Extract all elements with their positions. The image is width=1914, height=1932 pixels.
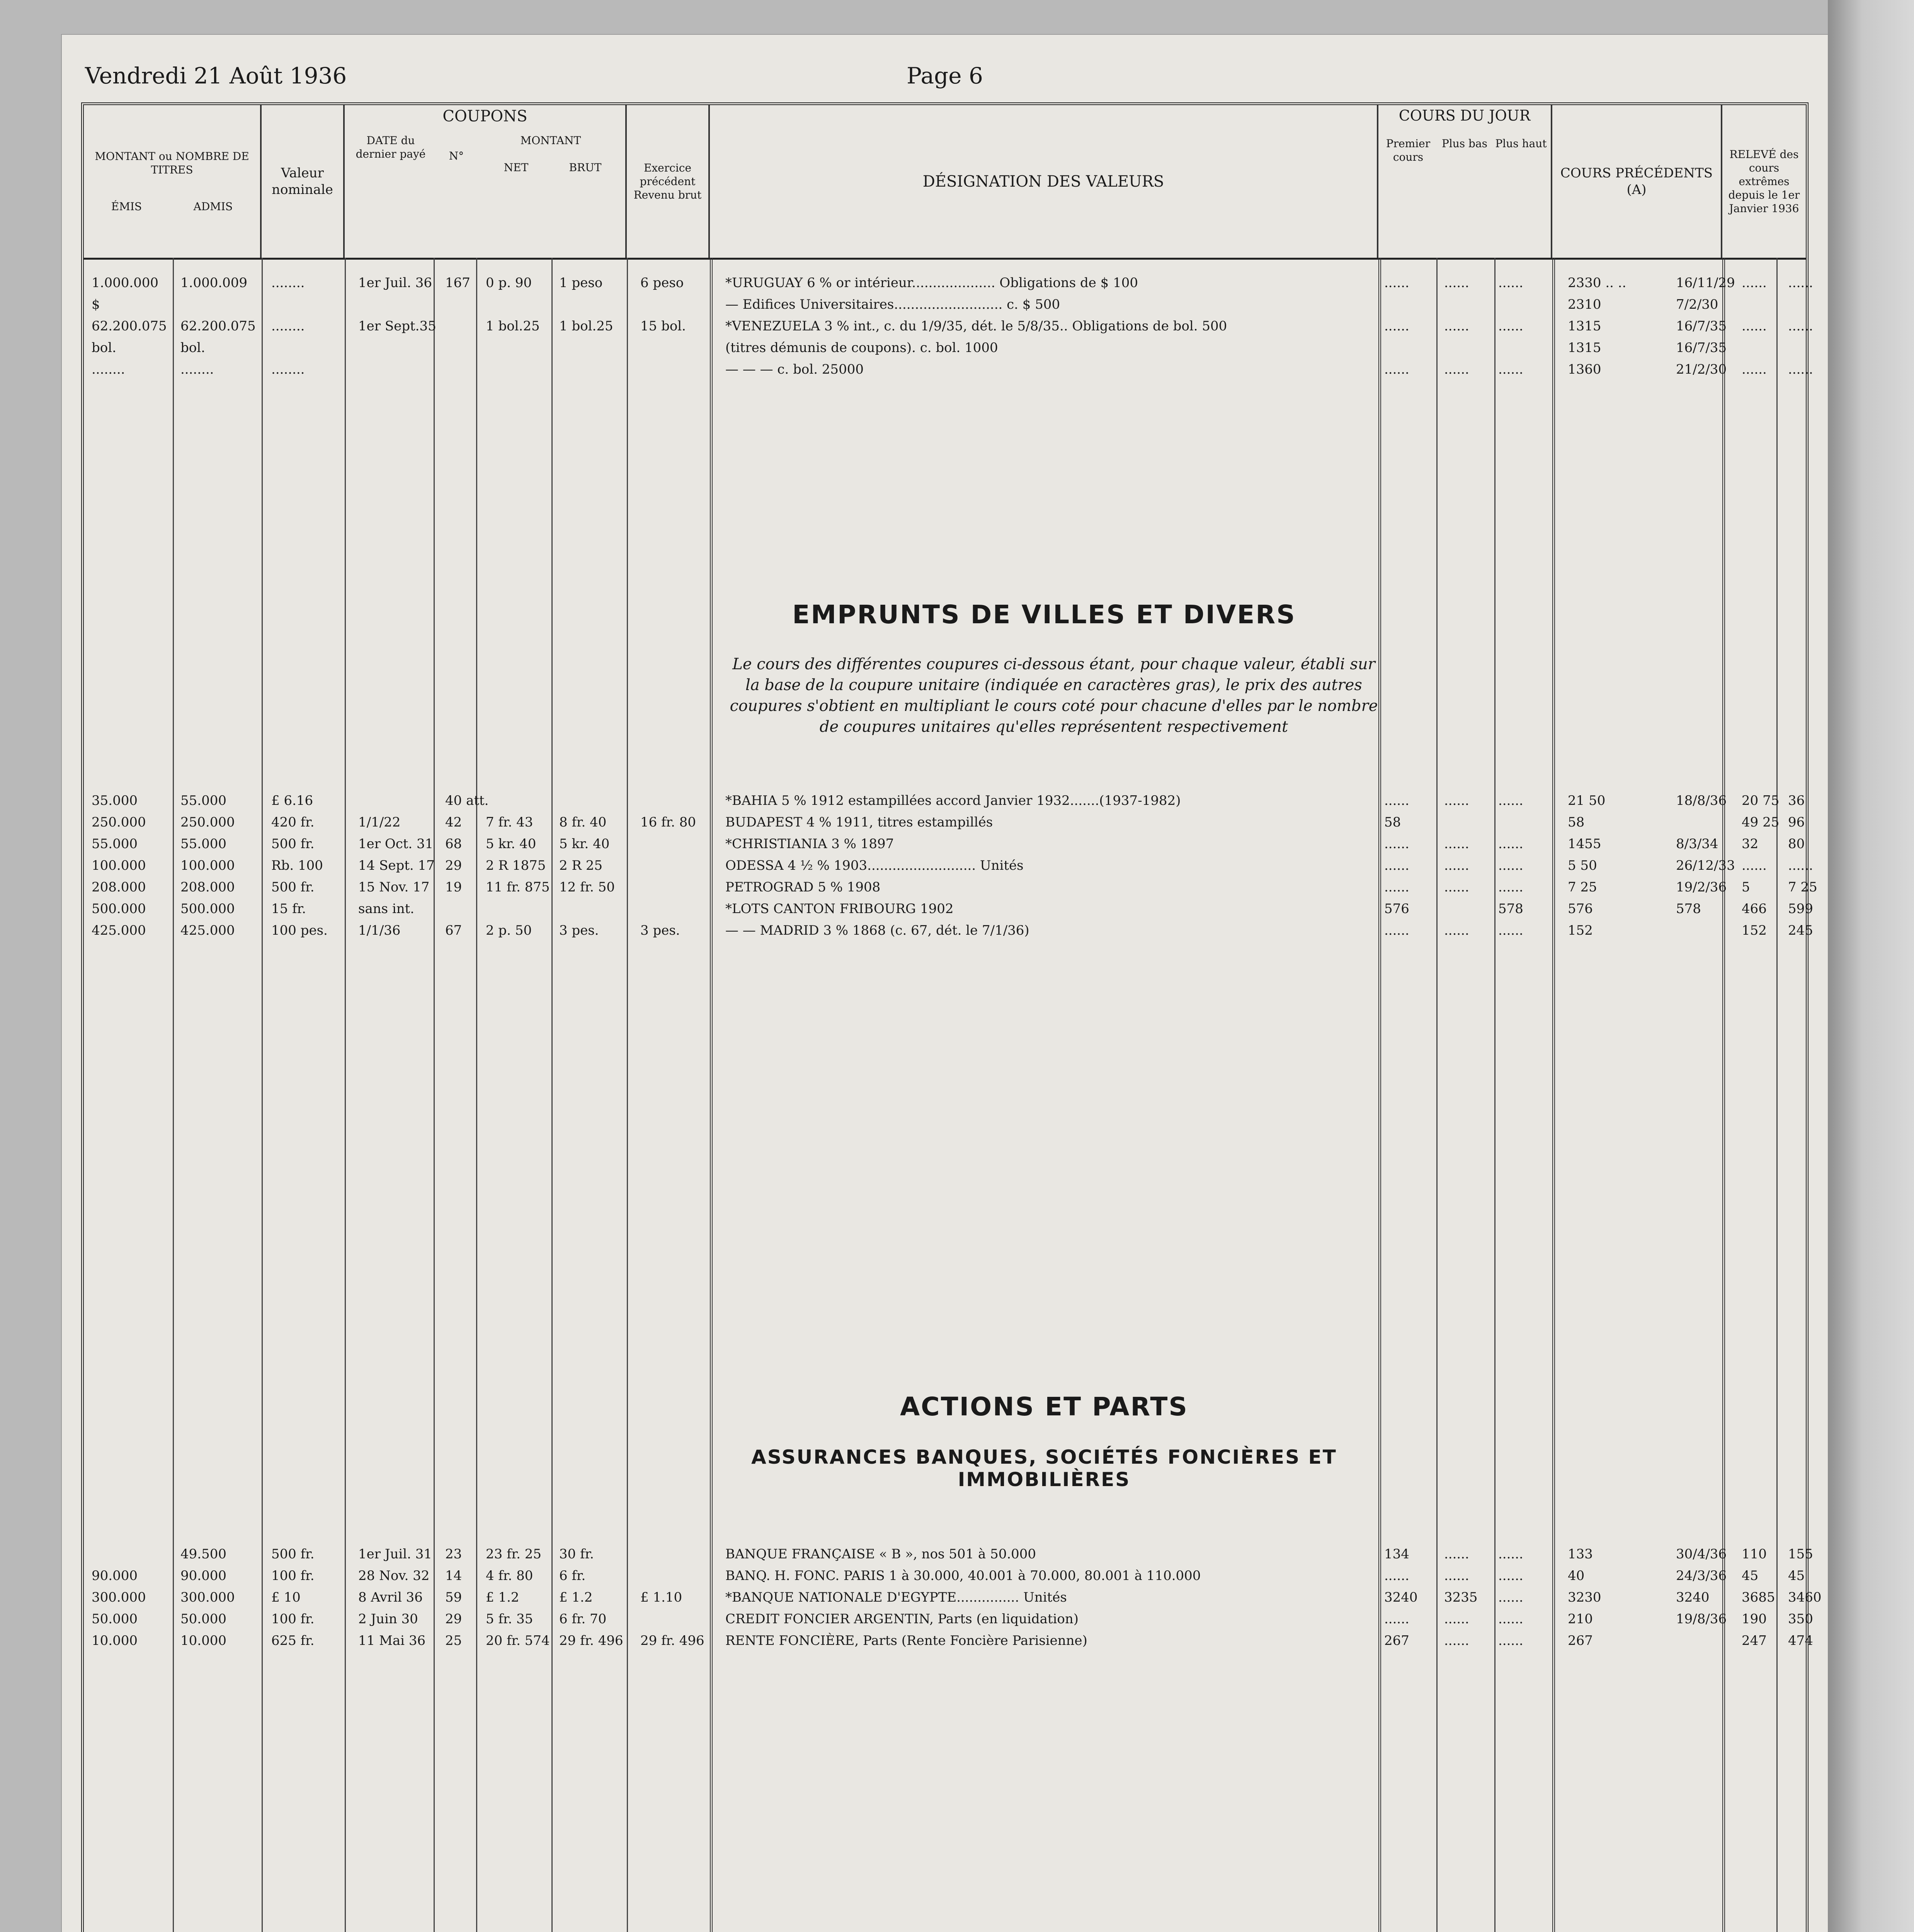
header-date: DATE du dernier payé <box>356 134 426 160</box>
cell-prec2: 24/3/36 <box>1676 1568 1727 1583</box>
cell-prec1: 40 <box>1568 1568 1585 1583</box>
cell-emis: 50.000 <box>92 1611 138 1627</box>
cell-nom: ........ <box>271 318 305 334</box>
cell-no: 40 att. <box>445 793 489 808</box>
cell-bas: ...... <box>1444 879 1469 895</box>
cell-admis: 62.200.075 <box>180 318 256 334</box>
cell-brut: 6 fr. <box>559 1568 586 1583</box>
cell-no: 29 <box>445 1611 462 1627</box>
cell-desig: — — MADRID 3 % 1868 (c. 67, dét. le 7/1/36) <box>725 923 1029 938</box>
cell-brut: 8 fr. 40 <box>559 815 607 830</box>
cell-admis: 300.000 <box>180 1590 235 1605</box>
cell-emis: 300.000 <box>92 1590 146 1605</box>
table-row <box>84 815 1806 834</box>
cell-rel1: 32 <box>1742 836 1759 852</box>
cell-prem: ...... <box>1384 879 1409 895</box>
cell-date: 2 Juin 30 <box>358 1611 418 1627</box>
cell-brut: 1 bol.25 <box>559 318 613 334</box>
cell-nom: Rb. 100 <box>271 858 323 873</box>
cell-emis: 10.000 <box>92 1633 138 1648</box>
header-montant-label: MONTANT ou NOMBRE DE TITRES <box>95 150 249 176</box>
cell-desig: BUDAPEST 4 % 1911, titres estampillés <box>725 815 993 830</box>
cell-prec1: 1360 <box>1568 362 1601 377</box>
cell-prec1: 7 25 <box>1568 879 1597 895</box>
cell-nom: £ 10 <box>271 1590 301 1605</box>
cell-bas: 3235 <box>1444 1590 1478 1605</box>
cell-prec2: 8/3/34 <box>1676 836 1718 852</box>
cell-nom: ........ <box>271 362 305 377</box>
cell-prem: ...... <box>1384 858 1409 873</box>
page-number: Page 6 <box>907 63 983 89</box>
header-exercice: Exercice précédent Revenu brut <box>627 105 710 258</box>
cell-desig: *VENEZUELA 3 % int., c. du 1/9/35, dét. le 5/8/35.. Obligations de bol. 500 <box>725 318 1227 334</box>
cell-prem: 3240 <box>1384 1590 1418 1605</box>
cell-date: 1er Sept.35 <box>358 318 436 334</box>
cell-bas: ...... <box>1444 318 1469 334</box>
cell-rel2: 45 <box>1788 1568 1805 1583</box>
cell-prem: ...... <box>1384 793 1409 808</box>
cell-nom: 420 fr. <box>271 815 315 830</box>
cell-nom: 625 fr. <box>271 1633 315 1648</box>
cell-haut: ...... <box>1498 793 1523 808</box>
section-emprunts-note: Le cours des différentes coupures ci-dessous étant, pour chaque valeur, établi sur la base de la coupure unitaire (indiquée en caractères gras), le prix des autres coupures s'obtient en multipliant le cours coté pour chacune d'elles par le nombre de coupures unitaires qu'elles représentent respectivement <box>730 655 1378 736</box>
cell-net: 4 fr. 80 <box>486 1568 533 1583</box>
cell-desig: PETROGRAD 5 % 1908 <box>725 879 881 895</box>
cell-brut: 2 R 25 <box>559 858 603 873</box>
cell-prec1: 1455 <box>1568 836 1601 852</box>
cell-prem: 576 <box>1384 901 1409 917</box>
cell-admis: 425.000 <box>180 923 235 938</box>
cell-date: 1er Juil. 31 <box>358 1546 432 1562</box>
cell-desig: CREDIT FONCIER ARGENTIN, Parts (en liquidation) <box>725 1611 1079 1627</box>
cell-rel2: 350 <box>1788 1611 1813 1627</box>
cell-desig: *CHRISTIANIA 3 % 1897 <box>725 836 894 852</box>
cell-emis: 208.000 <box>92 879 146 895</box>
cell-brut: 30 fr. <box>559 1546 594 1562</box>
table-row <box>84 793 1806 812</box>
cell-exer: 3 pes. <box>640 923 680 938</box>
cell-nom: 500 fr. <box>271 836 315 852</box>
cell-bas: ...... <box>1444 923 1469 938</box>
cell-no: 23 <box>445 1546 462 1562</box>
cell-brut: 6 fr. 70 <box>559 1611 607 1627</box>
cell-rel1: 247 <box>1742 1633 1767 1648</box>
header-valeur-nominale: Valeur nominale <box>262 105 345 258</box>
cell-prec2: 18/8/36 <box>1676 793 1727 808</box>
table-row <box>84 1633 1813 1652</box>
cell-emis: 250.000 <box>92 815 146 830</box>
cell-desig: *BANQUE NATIONALE D'EGYPTE............... Unités <box>725 1590 1067 1605</box>
header-cours-jour-label: COURS DU JOUR <box>1398 107 1531 124</box>
cell-exer: 6 peso <box>640 275 684 291</box>
cell-date: 11 Mai 36 <box>358 1633 426 1648</box>
cell-prec1: 152 <box>1568 923 1593 938</box>
cell-rel2: ...... <box>1788 362 1813 377</box>
cell-prec1: 210 <box>1568 1611 1593 1627</box>
cell-haut: ...... <box>1498 1611 1523 1627</box>
cell-haut: ...... <box>1498 858 1523 873</box>
cell-no: 59 <box>445 1590 462 1605</box>
section-actions: ACTIONS ET PARTS <box>900 1392 1188 1422</box>
cell-date: 1er Oct. 31 <box>358 836 434 852</box>
cell-prec2: 16/7/35 <box>1676 318 1727 334</box>
table-header <box>84 105 1806 260</box>
page-edge <box>1828 0 1914 1932</box>
cell-rel2: ...... <box>1788 858 1813 873</box>
cell-haut: ...... <box>1498 1633 1523 1648</box>
table-row <box>84 362 1813 381</box>
table-row <box>84 1568 1806 1587</box>
cell-desig: — — — c. bol. 25000 <box>725 362 864 377</box>
cell-emis: 1.000.000 <box>92 275 159 291</box>
newspaper-sheet <box>62 35 1828 1932</box>
cell-rel2: 245 <box>1788 923 1813 938</box>
cell-rel1: 49 25 <box>1742 815 1780 830</box>
cell-desig: BANQ. H. FONC. PARIS 1 à 30.000, 40.001 à 70.000, 80.001 à 110.000 <box>725 1568 1201 1583</box>
cell-prec1: 267 <box>1568 1633 1593 1648</box>
header-plus-haut: Plus haut <box>1495 137 1547 150</box>
cell-prec1: 3230 <box>1568 1590 1601 1605</box>
cell-no: 42 <box>445 815 462 830</box>
cell-bas: ...... <box>1444 1546 1469 1562</box>
cell-prec1: 133 <box>1568 1546 1593 1562</box>
cell-emis: 100.000 <box>92 858 146 873</box>
cell-exer: £ 1.10 <box>640 1590 682 1605</box>
cell-brut: 12 fr. 50 <box>559 879 615 895</box>
cell-exer: 29 fr. 496 <box>640 1633 704 1648</box>
table-row <box>84 297 1806 316</box>
cell-net: 23 fr. 25 <box>486 1546 542 1562</box>
page-date: Vendredi 21 Août 1936 <box>85 63 347 89</box>
cell-net: 5 kr. 40 <box>486 836 536 852</box>
cell-rel1: 5 <box>1742 879 1750 895</box>
table-row <box>84 340 1806 359</box>
table-row <box>84 923 1813 942</box>
cell-prec2: 21/2/30 <box>1676 362 1727 377</box>
cell-prec2: 16/7/35 <box>1676 340 1727 355</box>
cell-prem: ...... <box>1384 318 1409 334</box>
cell-admis: 1.000.009 <box>180 275 248 291</box>
cell-prem: ...... <box>1384 1611 1409 1627</box>
cell-rel2: 80 <box>1788 836 1805 852</box>
cell-haut: 578 <box>1498 901 1523 917</box>
header-premier-cours: Premier cours <box>1386 137 1431 163</box>
cell-emis: 425.000 <box>92 923 146 938</box>
cell-rel2: 474 <box>1788 1633 1813 1648</box>
cell-rel2: 155 <box>1788 1546 1813 1562</box>
cell-prec2: 16/11/29 <box>1676 275 1735 291</box>
cell-prec1: 2310 <box>1568 297 1601 312</box>
cell-prem: ...... <box>1384 1568 1409 1583</box>
cell-nom: 100 fr. <box>271 1611 315 1627</box>
cell-brut: £ 1.2 <box>559 1590 593 1605</box>
cell-prec2: 19/2/36 <box>1676 879 1727 895</box>
cell-admis: 50.000 <box>180 1611 226 1627</box>
section-assurances: ASSURANCES BANQUES, SOCIÉTÉS FONCIÈRES ET IMMOBILIÈRES <box>751 1446 1337 1491</box>
cell-nom: 100 pes. <box>271 923 328 938</box>
cell-haut: ...... <box>1498 879 1523 895</box>
header-releve: RELEVÉ des cours extrêmes depuis le 1er Janvier 1936 <box>1728 148 1800 215</box>
header-cours-jour <box>1378 105 1552 258</box>
header-coupons-label: COUPONS <box>442 107 527 125</box>
cell-haut: ...... <box>1498 362 1523 377</box>
cell-brut: 1 peso <box>559 275 603 291</box>
section-emprunts: EMPRUNTS DE VILLES ET DIVERS <box>792 600 1296 629</box>
cell-no: 68 <box>445 836 462 852</box>
cell-rel2: 599 <box>1788 901 1813 917</box>
cell-no: 14 <box>445 1568 462 1583</box>
cell-prem: ...... <box>1384 275 1409 291</box>
table-row <box>84 836 1806 855</box>
cell-rel2: 36 <box>1788 793 1805 808</box>
cell-prec2: 19/8/36 <box>1676 1611 1727 1627</box>
cell-no: 19 <box>445 879 462 895</box>
cell-rel1: 20 75 <box>1742 793 1780 808</box>
cell-haut: ...... <box>1498 1568 1523 1583</box>
cell-prec2: 7/2/30 <box>1676 297 1718 312</box>
cell-bas: ...... <box>1444 793 1469 808</box>
cell-rel1: 190 <box>1742 1611 1767 1627</box>
cell-prem: ...... <box>1384 362 1409 377</box>
cell-rel2: 3460 <box>1788 1590 1822 1605</box>
cell-nom: 15 fr. <box>271 901 306 917</box>
header-designation: DÉSIGNATION DES VALEURS <box>710 105 1378 258</box>
table-row <box>84 1590 1822 1609</box>
table-row <box>84 1546 1813 1566</box>
table-row <box>84 901 1813 920</box>
cell-admis: 10.000 <box>180 1633 226 1648</box>
cell-rel1: 110 <box>1742 1546 1767 1562</box>
cell-exer: 15 bol. <box>640 318 686 334</box>
table-row <box>84 858 1813 877</box>
cell-no: 25 <box>445 1633 462 1648</box>
cell-net: 11 fr. 875 <box>486 879 550 895</box>
cell-admis: 250.000 <box>180 815 235 830</box>
header-cours-precedents: COURS PRÉCÉDENTS (A) <box>1552 105 1722 258</box>
cell-admis: 500.000 <box>180 901 235 917</box>
cell-emis: 500.000 <box>92 901 146 917</box>
cell-emis: 55.000 <box>92 836 138 852</box>
cell-brut: 29 fr. 496 <box>559 1633 623 1648</box>
cell-desig: (titres démunis de coupons). c. bol. 1000 <box>725 340 998 355</box>
cell-date: 1/1/22 <box>358 815 401 830</box>
cell-rel2: ...... <box>1788 318 1813 334</box>
cell-prec1: 5 50 <box>1568 858 1597 873</box>
cell-rel1: 466 <box>1742 901 1767 917</box>
cell-bas: ...... <box>1444 836 1469 852</box>
cell-admis: 90.000 <box>180 1568 226 1583</box>
table-row <box>84 318 1813 338</box>
cell-desig: *BAHIA 5 % 1912 estampillées accord Janvier 1932.......(1937-1982) <box>725 793 1181 808</box>
cell-rel1: 45 <box>1742 1568 1759 1583</box>
header-montant <box>84 105 262 258</box>
running-head <box>85 46 1805 89</box>
cell-prec1: 576 <box>1568 901 1593 917</box>
cell-emis: ........ <box>92 362 125 377</box>
cell-prec1: 1315 <box>1568 318 1601 334</box>
cell-prec2: 26/12/33 <box>1676 858 1735 873</box>
cell-emis: 90.000 <box>92 1568 138 1583</box>
cell-prec1: 21 50 <box>1568 793 1606 808</box>
cell-prem: ...... <box>1384 923 1409 938</box>
cell-emis: bol. <box>92 340 116 355</box>
cell-haut: ...... <box>1498 1546 1523 1562</box>
cell-net: 7 fr. 43 <box>486 815 533 830</box>
cell-desig: *LOTS CANTON FRIBOURG 1902 <box>725 901 954 917</box>
cell-no: 29 <box>445 858 462 873</box>
cell-admis: 55.000 <box>180 836 226 852</box>
cell-prem: 267 <box>1384 1633 1409 1648</box>
cell-date: sans int. <box>358 901 415 917</box>
cell-bas: ...... <box>1444 1633 1469 1648</box>
cell-desig: — Edifices Universitaires.......................... c. $ 500 <box>725 297 1060 312</box>
cell-rel2: 7 25 <box>1788 879 1817 895</box>
cell-rel1: ...... <box>1742 858 1767 873</box>
cell-haut: ...... <box>1498 318 1523 334</box>
cell-emis: $ <box>92 297 100 312</box>
cell-rel2: 96 <box>1788 815 1805 830</box>
cell-haut: ...... <box>1498 836 1523 852</box>
cell-prec1: 58 <box>1568 815 1585 830</box>
cell-net: £ 1.2 <box>486 1590 519 1605</box>
cell-bas: ...... <box>1444 858 1469 873</box>
cell-no: 67 <box>445 923 462 938</box>
cell-rel2: ...... <box>1788 275 1813 291</box>
cell-bas: ...... <box>1444 275 1469 291</box>
cell-prec2: 3240 <box>1676 1590 1710 1605</box>
cell-net: 1 bol.25 <box>486 318 540 334</box>
cell-admis: ........ <box>180 362 214 377</box>
cell-rel1: ...... <box>1742 275 1767 291</box>
table-row <box>84 275 1813 294</box>
cell-date: 15 Nov. 17 <box>358 879 430 895</box>
cell-haut: ...... <box>1498 923 1523 938</box>
table-body <box>84 260 1822 1932</box>
header-emis: ÉMIS <box>111 200 142 213</box>
cell-prem: ...... <box>1384 836 1409 852</box>
header-admis: ADMIS <box>193 200 233 213</box>
cell-date: 8 Avril 36 <box>358 1590 423 1605</box>
cell-rel1: 3685 <box>1742 1590 1775 1605</box>
cell-emis: 35.000 <box>92 793 138 808</box>
cell-bas: ...... <box>1444 362 1469 377</box>
header-montant-coupon: MONTANT <box>520 134 581 147</box>
cell-admis: 208.000 <box>180 879 235 895</box>
cell-haut: ...... <box>1498 275 1523 291</box>
quotation-table <box>81 102 1822 1932</box>
cell-admis: 100.000 <box>180 858 235 873</box>
cell-exer: 16 fr. 80 <box>640 815 696 830</box>
cell-net: 2 p. 50 <box>486 923 532 938</box>
cell-net: 2 R 1875 <box>486 858 546 873</box>
cell-nom: 500 fr. <box>271 879 315 895</box>
cell-date: 1er Juil. 36 <box>358 275 432 291</box>
cell-prec2: 30/4/36 <box>1676 1546 1727 1562</box>
cell-emis: 62.200.075 <box>92 318 167 334</box>
cell-nom: ........ <box>271 275 305 291</box>
cell-rel1: 152 <box>1742 923 1767 938</box>
cell-date: 14 Sept. 17 <box>358 858 435 873</box>
cell-nom: £ 6.16 <box>271 793 313 808</box>
cell-desig: *URUGUAY 6 % or intérieur.................... Obligations de $ 100 <box>725 275 1138 291</box>
header-numero: N° <box>449 150 464 162</box>
cell-rel1: ...... <box>1742 318 1767 334</box>
cell-prec2: 578 <box>1676 901 1701 917</box>
cell-bas: ...... <box>1444 1568 1469 1583</box>
cell-date: 28 Nov. 32 <box>358 1568 430 1583</box>
table-row <box>84 879 1817 899</box>
cell-nom: 100 fr. <box>271 1568 315 1583</box>
cell-no: 167 <box>445 275 470 291</box>
table-row <box>84 1611 1813 1631</box>
cell-brut: 5 kr. 40 <box>559 836 610 852</box>
header-coupons <box>345 105 627 258</box>
header-net: NET <box>504 161 529 174</box>
cell-net: 0 p. 90 <box>486 275 532 291</box>
cell-prem: 134 <box>1384 1546 1409 1562</box>
cell-date: 1/1/36 <box>358 923 401 938</box>
cell-rel1: ...... <box>1742 362 1767 377</box>
header-brut: BRUT <box>569 161 602 174</box>
cell-bas: ...... <box>1444 1611 1469 1627</box>
cell-net: 20 fr. 574 <box>486 1633 550 1648</box>
cell-haut: ...... <box>1498 1590 1523 1605</box>
cell-net: 5 fr. 35 <box>486 1611 533 1627</box>
cell-prec1: 1315 <box>1568 340 1601 355</box>
cell-desig: ODESSA 4 ½ % 1903.......................... Unités <box>725 858 1024 873</box>
cell-prem: 58 <box>1384 815 1401 830</box>
cell-admis: bol. <box>180 340 205 355</box>
cell-admis: 55.000 <box>180 793 226 808</box>
cell-nom: 500 fr. <box>271 1546 315 1562</box>
cell-desig: RENTE FONCIÈRE, Parts (Rente Foncière Parisienne) <box>725 1633 1087 1648</box>
header-plus-bas: Plus bas <box>1441 137 1488 150</box>
cell-desig: BANQUE FRANÇAISE « B », nos 501 à 50.000 <box>725 1546 1036 1562</box>
cell-admis: 49.500 <box>180 1546 226 1562</box>
cell-brut: 3 pes. <box>559 923 599 938</box>
cell-prec1: 2330 .. .. <box>1568 275 1626 291</box>
